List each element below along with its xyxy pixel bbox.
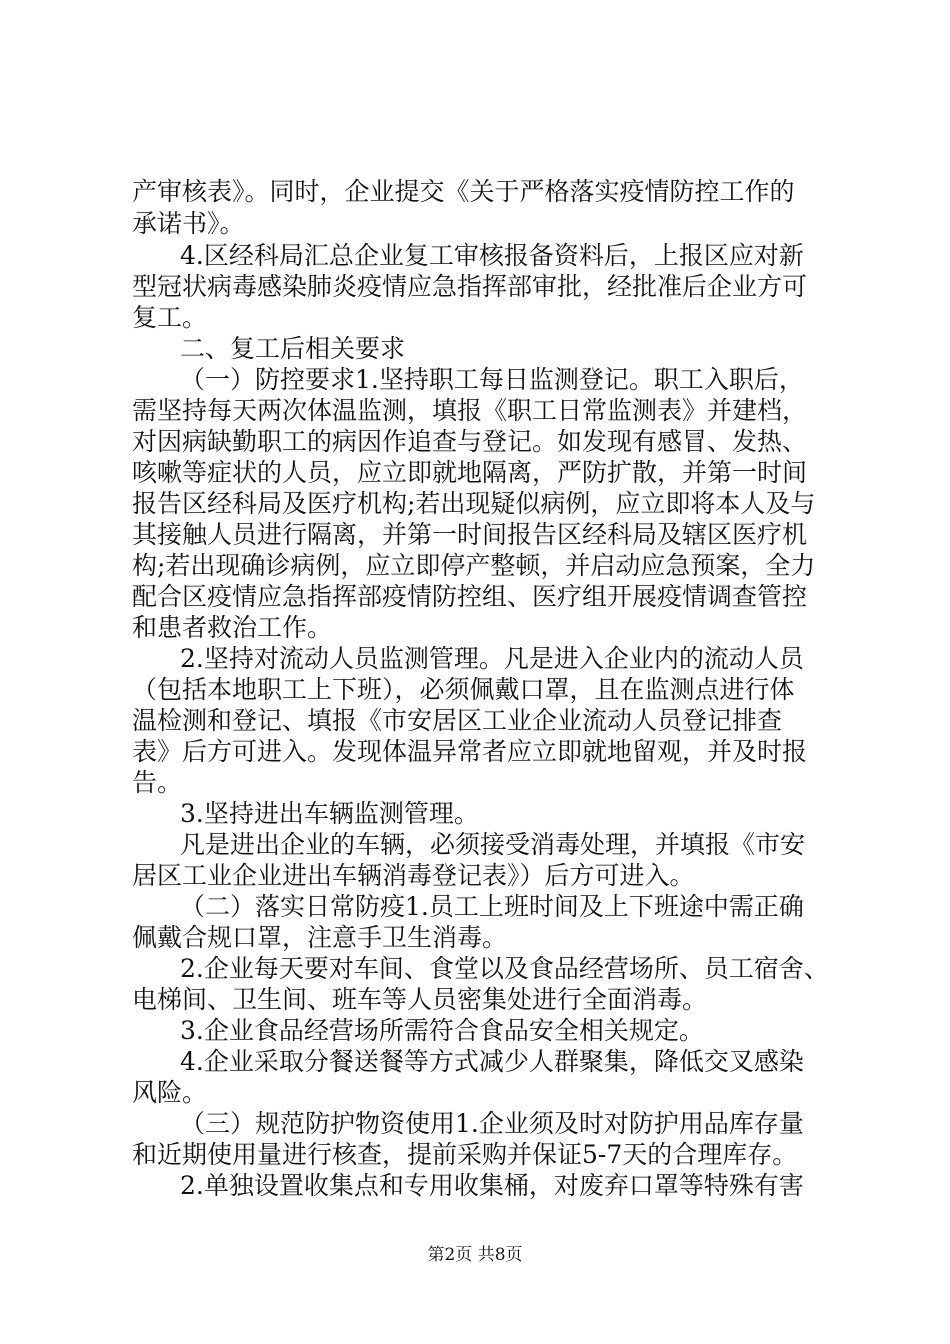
text-line: 电梯间、卫生间、班车等人员密集处进行全面消毒。 xyxy=(132,985,708,1014)
section-heading: 二、复工后相关要求 xyxy=(180,334,406,363)
text-line: 3.坚持进出车辆监测管理。 xyxy=(180,799,479,828)
text-line: 告。 xyxy=(132,768,183,797)
text-line: 表》后方可进入。发现体温异常者应立即就地留观，并及时报 xyxy=(132,737,808,766)
text-line: 承诺书》。 xyxy=(132,209,245,238)
text-line: （三）规范防护物资使用1.企业须及时对防护用品库存量 xyxy=(180,1109,804,1138)
text-line: 报告区经科局及医疗机构;若出现疑似病例，应立即将本人及与 xyxy=(132,489,816,518)
text-line: 构;若出现确诊病例，应立即停产整顿，并启动应急预案，全力 xyxy=(132,551,816,580)
text-line: 2.企业每天要对车间、食堂以及食品经营场所、员工宿舍、 xyxy=(180,954,829,983)
text-line: 产审核表》。同时，企业提交《关于严格落实疫情防控工作的 xyxy=(132,177,795,206)
text-line: 对因病缺勤职工的病因作追查与登记。如发现有感冒、发热、 xyxy=(132,427,808,456)
text-line: 咳嗽等症状的人员，应立即就地隔离，严防扩散，并第一时间 xyxy=(132,458,808,487)
text-line: 型冠状病毒感染肺炎疫情应急指挥部审批，经批准后企业方可 xyxy=(132,272,808,301)
text-line: （一）防控要求1.坚持职工每日监测登记。职工入职后， xyxy=(180,365,804,394)
text-line: 温检测和登记、填报《市安居区工业企业流动人员登记排查 xyxy=(132,706,783,735)
text-line: 需坚持每天两次体温监测，填报《职工日常监测表》并建档， xyxy=(132,396,808,425)
text-line: 3.企业食品经营场所需符合食品安全相关规定。 xyxy=(180,1016,704,1045)
text-line: 4.区经科局汇总企业复工审核报备资料后，上报区应对新 xyxy=(180,241,804,270)
text-line: 复工。 xyxy=(132,303,208,332)
text-line: 居区工业企业进出车辆消毒登记表》）后方可进入。 xyxy=(132,861,695,890)
text-line: 佩戴合规口罩，注意手卫生消毒。 xyxy=(132,923,508,952)
text-line: 凡是进出企业的车辆，必须接受消毒处理，并填报《市安 xyxy=(180,830,806,859)
text-line: 和近期使用量进行核查，提前采购并保证5-7天的合理库存。 xyxy=(132,1140,798,1169)
page-number-footer: 第2页 共8页 xyxy=(427,1245,523,1265)
text-line: 2.坚持对流动人员监测管理。凡是进入企业内的流动人员 xyxy=(180,644,804,673)
text-line: 配合区疫情应急指挥部疫情防控组、医疗组开展疫情调查管控 xyxy=(132,582,808,611)
text-line: 风险。 xyxy=(132,1078,208,1107)
text-line: 4.企业采取分餐送餐等方式减少人群聚集，降低交叉感染 xyxy=(180,1047,804,1076)
text-line: （包括本地职工上下班），必须佩戴口罩，且在监测点进行体 xyxy=(132,675,795,704)
text-line: 2.单独设置收集点和专用收集桶，对废弃口罩等特殊有害 xyxy=(180,1171,804,1200)
text-line: 其接触人员进行隔离，并第一时间报告区经科局及辖区医疗机 xyxy=(132,520,808,549)
text-line: （二）落实日常防疫1.员工上班时间及上下班途中需正确 xyxy=(180,892,804,921)
text-line: 和患者救治工作。 xyxy=(132,613,333,642)
